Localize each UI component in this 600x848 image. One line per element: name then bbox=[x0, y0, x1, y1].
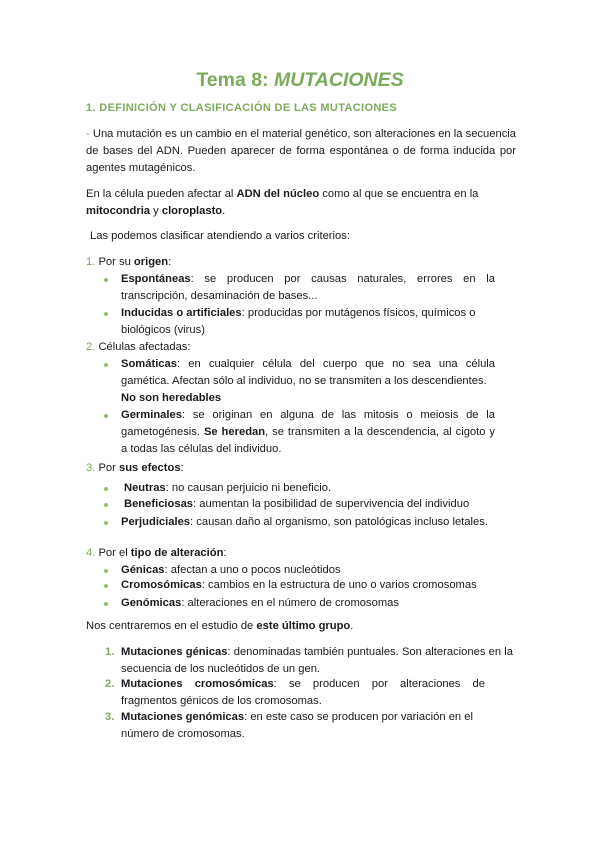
list-item: Neutras: no causan perjuicio ni beneficio. bbox=[124, 482, 332, 494]
page-title: Tema 8: MUTACIONES bbox=[196, 69, 404, 91]
bullet-icon bbox=[104, 569, 108, 573]
criterion-effects: 3. Por sus efectos: bbox=[86, 462, 184, 474]
bullet-icon bbox=[104, 503, 108, 507]
bullet-icon bbox=[104, 414, 108, 418]
list-item: Génicas: afectan a uno o pocos nucleótidos bbox=[121, 564, 341, 576]
list-number: 3. bbox=[105, 711, 115, 723]
bullet-icon bbox=[104, 487, 108, 491]
list-item: Genómicas: alteraciones en el número de cromosomas bbox=[121, 597, 399, 609]
list-item: Mutaciones cromosómicas: se producen por alteraciones de fragmentos génicos de los cromosomas. bbox=[121, 678, 485, 707]
list-item: Somáticas: en cualquier célula del cuerpo que no sea una célula gamética. Afectan sólo al individuo, no se transmiten a los descendientes. No son heredables bbox=[121, 358, 495, 404]
list-item: Beneficiosas: aumentan la posibilidad de supervivencia del individuo bbox=[124, 498, 470, 510]
bullet-icon bbox=[104, 363, 108, 367]
list-item: Inducidas o artificiales: producidas por mutágenos físicos, químicos o biológicos (virus) bbox=[121, 307, 476, 336]
focus-paragraph: Nos centraremos en el estudio de este último grupo. bbox=[86, 620, 354, 632]
list-item: Mutaciones génicas: denominadas también puntuales. Son alteraciones en la secuencia de los nucleótidos de un gen. bbox=[121, 646, 513, 675]
bullet-icon bbox=[104, 584, 108, 588]
list-item: Cromosómicas: cambios en la estructura de uno o varios cromosomas bbox=[121, 579, 477, 591]
list-item: Espontáneas: se producen por causas naturales, errores en la transcripción, desaminación de bases... bbox=[121, 273, 495, 302]
list-number: 2. bbox=[105, 678, 115, 690]
intro-paragraph: - Una mutación es un cambio en el material genético, son alteraciones en la secuencia de bases del ADN. Pueden aparecer de forma espontánea o de forma inducida por agentes mutagénicos. bbox=[86, 128, 516, 174]
list-number: 1. bbox=[105, 646, 115, 658]
list-item: Germinales: se originan en alguna de las mitosis o meiosis de la gametogénesis. Se heredan, se transmiten a la descendencia, al cigoto y a todas las células del individuo. bbox=[121, 409, 495, 455]
criterion-alteration: 4. Por el tipo de alteración: bbox=[86, 547, 227, 559]
criterion-cells: 2. Células afectadas: bbox=[86, 341, 191, 353]
criterion-origin: 1. Por su origen: bbox=[86, 256, 172, 268]
criteria-intro: Las podemos clasificar atendiendo a varios criterios: bbox=[90, 230, 350, 242]
list-item: Perjudiciales: causan daño al organismo, son patológicas incluso letales. bbox=[121, 516, 488, 528]
section-heading: 1. DEFINICIÓN Y CLASIFICACIÓN DE LAS MUTACIONES bbox=[86, 102, 398, 114]
bullet-icon bbox=[104, 602, 108, 606]
title-emphasis: MUTACIONES bbox=[274, 69, 404, 91]
location-paragraph: En la célula pueden afectar al ADN del núcleo como al que se encuentra en la mitocondria y cloroplasto. bbox=[86, 188, 479, 217]
list-item: Mutaciones genómicas: en este caso se producen por variación en el número de cromosomas. bbox=[121, 711, 473, 740]
bullet-icon bbox=[104, 312, 108, 316]
bullet-icon bbox=[104, 278, 108, 282]
bullet-icon bbox=[104, 521, 108, 525]
